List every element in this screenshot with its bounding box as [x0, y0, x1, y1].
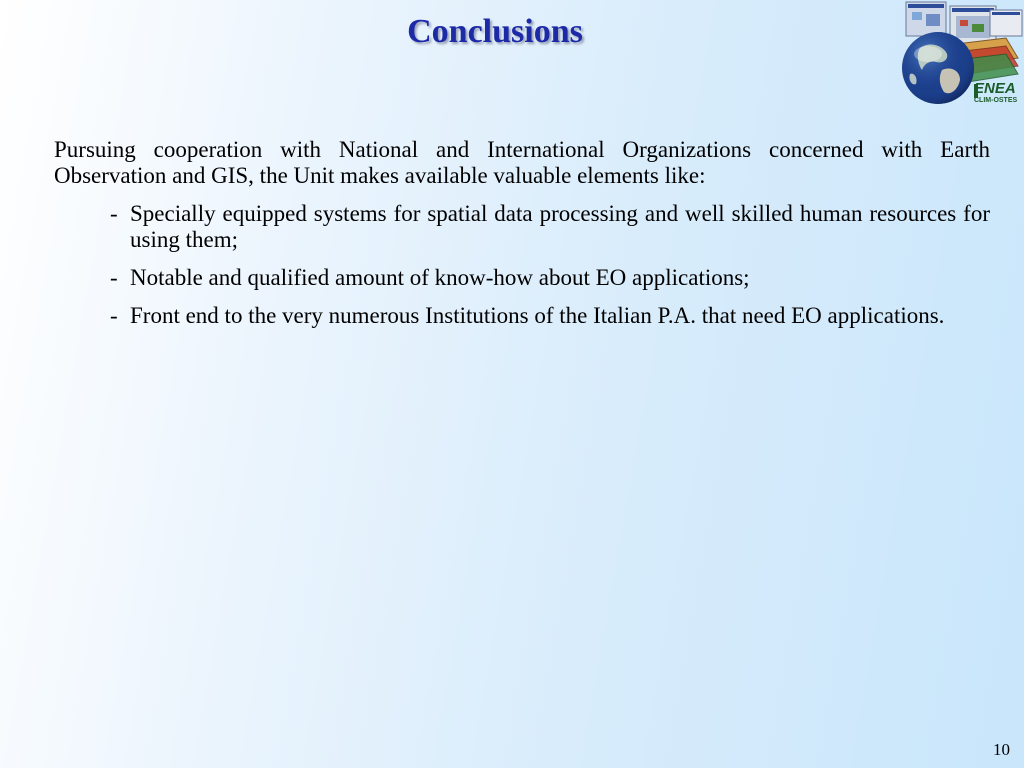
page-number: 10 [993, 740, 1010, 759]
bullet-text: Front end to the very numerous Institutions of the Italian P.A. that need EO applications. [130, 303, 945, 328]
intro-paragraph: Pursuing cooperation with National and International Organizations concerned with Earth Observation and GIS, the Unit makes available valuable elements like: [54, 137, 990, 188]
enea-logo-text: ENEA [974, 80, 1016, 97]
bullet-text: Notable and qualified amount of know-how about EO applications; [130, 265, 750, 290]
bullet-text: Specially equipped systems for spatial data processing and well skilled human resources for using them; [130, 201, 990, 252]
bullet-item [54, 303, 990, 329]
bullet-marker: - [110, 201, 118, 226]
bullet-marker: - [110, 265, 118, 290]
clim-ostes-logo-text: CLIM-OSTES [974, 97, 1018, 104]
bullet-marker: - [110, 303, 118, 328]
bullet-item [54, 265, 990, 291]
bullet-list [54, 201, 990, 329]
slide-title: Conclusions [407, 13, 583, 50]
bullet-item [54, 201, 990, 253]
slide-body [54, 137, 990, 341]
